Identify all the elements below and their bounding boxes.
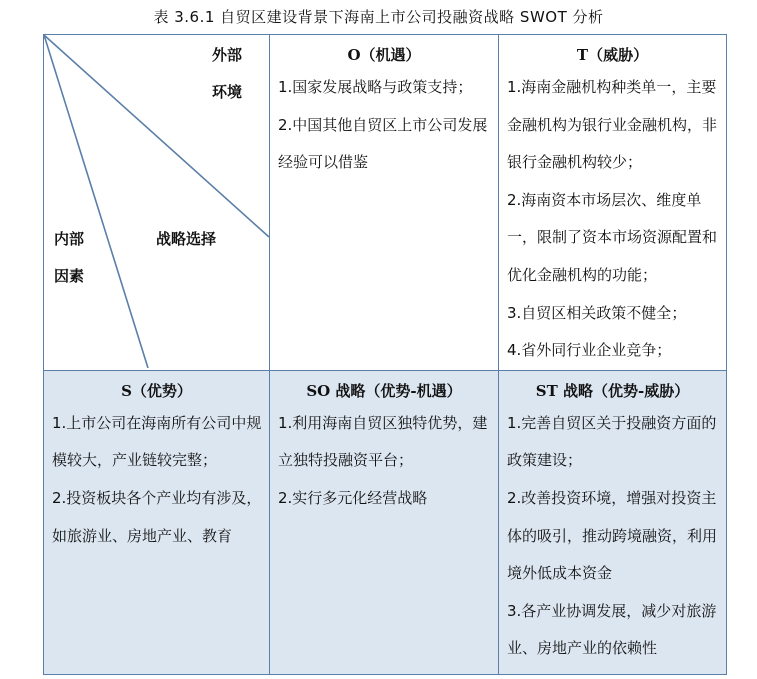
st-item-3: 3.各产业协调发展，减少对旅游业、房地产业的依赖性 xyxy=(507,601,717,658)
so-strategy-cell xyxy=(270,370,499,674)
threat-item-1: 1.海南金融机构种类单一，主要金融机构为银行业金融机构，非银行金融机构较少； xyxy=(507,78,718,172)
threat-item-2: 2.海南资本市场层次、维度单一，限制了资本市场资源配置和优化金融机构的功能； xyxy=(507,190,718,284)
external-label-line1: 外部 xyxy=(212,46,243,64)
opportunity-item-2: 2.中国其他自贸区上市公司发展经验可以借鉴 xyxy=(278,115,488,172)
corner-cell xyxy=(44,35,270,371)
table-row-strengths xyxy=(44,370,727,674)
table-caption: 表 3.6.1 自贸区建设背景下海南上市公司投融资战略 SWOT 分析 xyxy=(153,8,604,26)
strategy-label: 战略选择 xyxy=(156,230,217,248)
opportunities-cell xyxy=(270,35,499,371)
st-item-1: 1.完善自贸区关于投融资方面的政策建设； xyxy=(507,413,717,470)
external-label-line2: 环境 xyxy=(212,83,243,101)
strength-item-2: 2.投资板块各个产业均有涉及，如旅游业、房地产业、教育 xyxy=(52,488,262,545)
strength-item-1: 1.上市公司在海南所有公司中规模较大，产业链较完整； xyxy=(52,413,262,470)
st-item-2: 2.改善投资环境，增强对投资主体的吸引，推动跨境融资，利用境外低成本资金 xyxy=(507,488,718,583)
internal-label-line2: 因素 xyxy=(54,267,85,285)
opportunity-item-1: 1.国家发展战略与政策支持； xyxy=(278,78,473,96)
threat-item-3: 3.自贸区相关政策不健全； xyxy=(507,303,687,322)
st-strategy-header: ST 战略（优势-威胁） xyxy=(535,381,690,400)
table-row-external xyxy=(44,35,727,371)
threats-header: T（威胁） xyxy=(576,46,649,64)
strengths-header: S（优势） xyxy=(121,381,192,400)
so-item-1: 1.利用海南自贸区独特优势，建立独特投融资平台； xyxy=(278,413,488,470)
internal-label-line1: 内部 xyxy=(54,230,85,248)
threats-cell xyxy=(499,35,727,371)
so-strategy-header: SO 战略（优势-机遇） xyxy=(306,381,462,400)
so-item-2: 2.实行多元化经营战略 xyxy=(278,488,428,507)
threat-item-4: 4.省外同行业企业竞争； xyxy=(507,341,672,360)
strengths-cell xyxy=(44,370,270,674)
opportunities-header: O（机遇） xyxy=(347,46,421,64)
st-strategy-cell xyxy=(499,370,727,674)
swot-table xyxy=(43,34,727,675)
